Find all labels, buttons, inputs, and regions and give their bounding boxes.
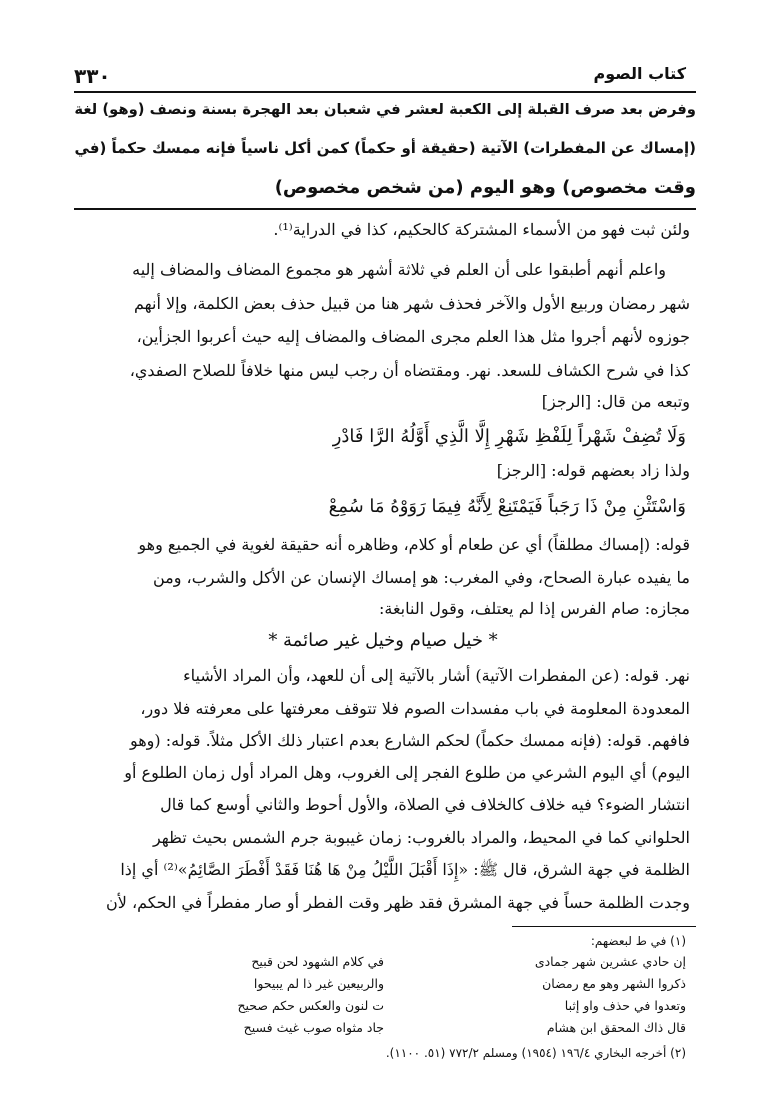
footnote-poem-left-2: والربيعين غير ذا لم يبيحوا: [253, 976, 384, 991]
matn-line-2: (إمساك عن المفطرات) الآتية (حقيقة أو حكماً) كمن أكل ناسياً فإنه ممسك حكماً (في: [74, 139, 696, 157]
footnote-poem-right-2: ذكروا الشهر وهو مع رمضان: [542, 976, 686, 991]
matn-line-1: وفرض بعد صرف القبلة إلى الكعبة لعشر في شعبان بعد الهجرة بسنة ونصف (وهو) لغة: [74, 101, 696, 118]
footnote-poem-right-3: وتعدوا في حذف واو إثبا: [564, 998, 686, 1013]
verse-2: وَاسْتَثْنِ مِنْ ذَا رَجَباً فَيَمْتَنِعْ لِأَنَّهُ فِيمَا رَوَوْهُ مَا سُمِعْ: [328, 496, 686, 517]
body-line-13: فافهم. قوله: (فإنه ممسك حكماً) لحكم الشارع بعدم اعتبار ذلك الأكل مثلاً. قوله: (وهو: [129, 731, 690, 750]
verse-3: * خيل صيام وخيل غير صائمة *: [268, 630, 498, 651]
body-line-4: جوزوه لأنهم أجروا مثل هذا العلم مجرى المضاف والمضاف إليه حيث أعربوا الجزأين،: [136, 327, 690, 346]
matn-line-3: وقت مخصوص) وهو اليوم (من شخص مخصوص): [274, 177, 696, 198]
body-line-5: كذا في شرح الكشاف للسعد. نهر. ومقتضاه أن رجب ليس منها خلافاً للصلاح الصفدي،: [129, 361, 690, 380]
book-title: كتاب الصوم: [593, 64, 686, 83]
body-line-2: واعلم أنهم أطبقوا على أن العلم في ثلاثة أشهر هو مجموع المضاف والمضاف إليه: [132, 260, 666, 279]
body-line-16: الحلواني كما في المحيط، والمراد بالغروب: زمان غيبوبة جرم الشمس بحيث تظهر: [152, 828, 690, 847]
body-line-11: نهر. قوله: (عن المفطرات الآتية) أشار بالآتية إلى أن للعهد، وأن المراد الأشياء: [183, 666, 690, 685]
matn-rule: [74, 208, 696, 210]
page-number: ٣٣٠: [74, 64, 111, 88]
footnote-poem-left-4: جاد مثواه صوب غيث فسيح: [243, 1020, 384, 1035]
body-line-17: الظلمة في جهة الشرق، قال ﷺ: «إِذَا أَقْبَلَ اللَّيْلُ مِنْ هَا هُنَا فَقَدْ أَفْطَرَ الصَّائِمُ»⁽²⁾ أي إذا: [120, 860, 690, 879]
body-line-10: مجازه: صام الفرس إذا لم يعتلف، وقول النابغة:: [378, 599, 690, 618]
header-rule: [74, 91, 696, 93]
body-line-9: ما يفيده عبارة الصحاح، وفي المغرب: هو إمساك الإنسان عن الأكل والشرب، ومن: [152, 568, 690, 587]
footnote-rule: [512, 926, 696, 927]
body-line-7: ولذا زاد بعضهم قوله: [الرجز]: [496, 461, 690, 480]
footnote-poem-right-1: إن حادي عشرين شهر جمادى: [534, 954, 686, 969]
footnote-poem-right-4: قال ذاك المحقق ابن هشام: [546, 1020, 686, 1035]
body-line-1: ولئن ثبت فهو من الأسماء المشتركة كالحكيم، كذا في الدراية⁽¹⁾.: [273, 220, 690, 239]
verse-1: وَلَا تُضِفْ شَهْراً لِلَفْظِ شَهْرِ إِلَّا الَّذِي أَوَّلُهُ الرَّا فَادْرِ: [332, 426, 686, 447]
body-line-3: شهر رمضان وربيع الأول والآخر فحذف شهر هنا من قبيل حذف بعض الكلمة، وإلا أنهم: [134, 294, 690, 313]
body-line-8: قوله: (إمساك مطلقاً) أي عن طعام أو كلام، وظاهره أنه حقيقة لغوية في الجميع وهو: [138, 535, 690, 554]
footnote-poem-left-1: في كلام الشهود لحن قبيح: [251, 954, 384, 969]
footnote-poem-left-3: ت لنون والعكس حكم صحيح: [237, 998, 384, 1013]
footnote-1-label: (١) في ط لبعضهم:: [590, 934, 686, 948]
footnote-2: (٢) أخرجه البخاري ١٩٦/٤ (١٩٥٤) ومسلم ٧٧٢/٢ (٥١. ١١٠٠).: [385, 1046, 686, 1060]
body-line-12: المعدودة المعلومة في باب مفسدات الصوم فلا تتوقف معرفتها على معرفته فلا دور،: [140, 699, 690, 718]
body-line-6: وتبعه من قال: [الرجز]: [541, 392, 690, 411]
body-line-18: وجدت الظلمة حساً في جهة المشرق فقد ظهر وقت الفطر أو صار مفطراً في الحكم، لأن: [106, 893, 690, 912]
body-line-15: انتشار الضوء؟ فيه خلاف كالخلاف في الصلاة، والأول أحوط والثاني أوسع كما قال: [160, 795, 690, 814]
body-line-14: اليوم) أي اليوم الشرعي من طلوع الفجر إلى الغروب، وهل المراد أول زمان الطلوع أو: [124, 763, 690, 782]
